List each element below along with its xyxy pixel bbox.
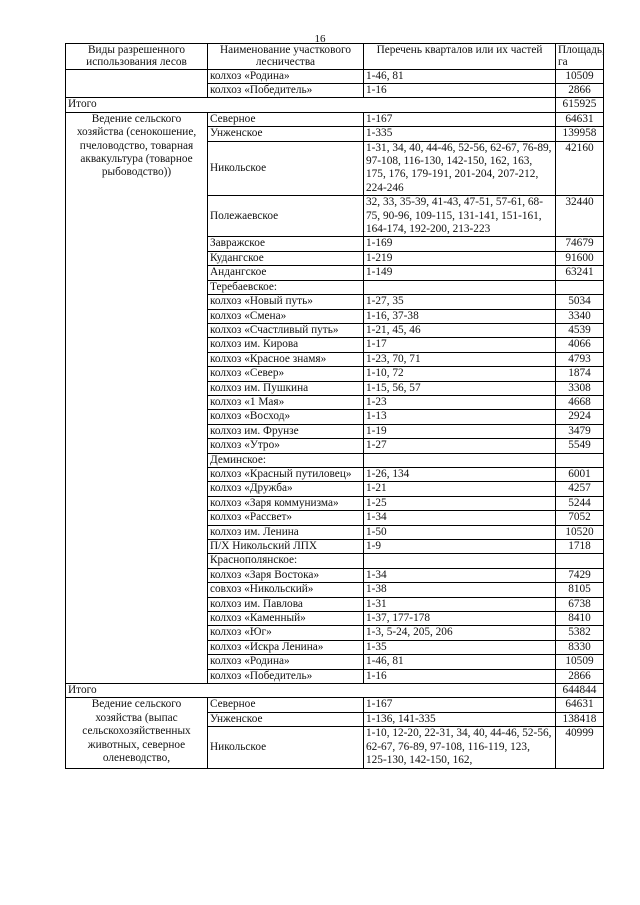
forestry-name: колхоз «Красный путиловец» [208,467,364,481]
area-value: 5549 [556,439,604,453]
area-value: 1874 [556,367,604,381]
blocks-list: 1-10, 72 [364,367,556,381]
forestry-name: колхоз «Счастливый путь» [208,323,364,337]
forestry-name: колхоз им. Ленина [208,525,364,539]
forestry-name: колхоз «Юг» [208,626,364,640]
blocks-list: 1-26, 134 [364,467,556,481]
blocks-list: 32, 33, 35-39, 41-43, 47-51, 57-61, 68-75, 90-96, 109-115, 131-141, 151-161, 164-174, 192-200, 213-223 [364,196,556,237]
blocks-list: 1-21, 45, 46 [364,323,556,337]
area-value: 4793 [556,352,604,366]
area-value: 7052 [556,511,604,525]
blocks-list: 1-167 [364,112,556,126]
area-value: 138418 [556,712,604,726]
area-value: 6738 [556,597,604,611]
forestry-name: колхоз «Красное знамя» [208,352,364,366]
area-value: 2866 [556,84,604,98]
blocks-list: 1-16 [364,669,556,683]
blocks-list: 1-3, 5-24, 205, 206 [364,626,556,640]
area-value: 2924 [556,410,604,424]
page-number: 16 [314,33,326,45]
empty-cell [364,453,556,467]
table-row [66,69,604,83]
blocks-list: 1-169 [364,237,556,251]
blocks-list: 1-34 [364,511,556,525]
area-value: 64631 [556,698,604,712]
blocks-list: 1-21 [364,482,556,496]
blocks-list: 1-46, 81 [364,655,556,669]
forestry-name: колхоз им. Пушкина [208,381,364,395]
blocks-list: 1-15, 56, 57 [364,381,556,395]
header-use-type: Виды разрешенного использования лесов [66,44,208,70]
area-value: 4668 [556,395,604,409]
blocks-list: 1-23 [364,395,556,409]
blocks-list: 1-136, 141-335 [364,712,556,726]
area-value: 5244 [556,496,604,510]
area-value: 42160 [556,141,604,196]
use-type-empty [66,69,208,98]
total-area: 644844 [556,684,604,698]
forestry-name: колхоз «Дружба» [208,482,364,496]
area-value: 3340 [556,309,604,323]
area-value: 10520 [556,525,604,539]
blocks-list: 1-19 [364,424,556,438]
empty-cell [556,280,604,294]
header-forestry-name: Наименование участкового лесничества [208,44,364,70]
forest-use-table [65,43,604,769]
forestry-name: колхоз «Родина» [208,655,364,669]
blocks-list: 1-31, 34, 40, 44-46, 52-56, 62-67, 76-89, 97-108, 116-130, 142-150, 162, 163, 175, 176, 179-191, 201-204, 207-212, 224-246 [364,141,556,196]
total-label: Итого [66,684,556,698]
blocks-list: 1-27, 35 [364,295,556,309]
forestry-name: Северное [208,112,364,126]
area-value: 1718 [556,540,604,554]
blocks-list: 1-27 [364,439,556,453]
forestry-name: колхоз «Победитель» [208,84,364,98]
empty-cell [364,280,556,294]
forestry-name: колхоз «Заря коммунизма» [208,496,364,510]
header-blocks: Перечень кварталов или их частей [364,44,556,70]
total-row [66,684,604,698]
forestry-name: П/Х Никольский ЛПХ [208,540,364,554]
blocks-list: 1-167 [364,698,556,712]
subsection-heading: Краснополянское: [208,554,364,568]
forestry-name: совхоз «Никольский» [208,583,364,597]
forestry-name: колхоз «1 Мая» [208,395,364,409]
area-value: 5382 [556,626,604,640]
blocks-list: 1-31 [364,597,556,611]
forestry-name: Унженское [208,712,364,726]
use-type-cell: Ведение сельского хозяйства (выпас сельскохозяйственных животных, северное оленеводство, [66,698,208,768]
table-header-row [66,44,604,70]
blocks-list: 1-34 [364,568,556,582]
forestry-name: колхоз «Новый путь» [208,295,364,309]
blocks-list: 1-13 [364,410,556,424]
blocks-list: 1-219 [364,251,556,265]
empty-cell [556,554,604,568]
header-area: Площадь, га [556,44,604,70]
forestry-name: Унженское [208,127,364,141]
area-value: 6001 [556,467,604,481]
area-value: 10509 [556,69,604,83]
area-value: 4539 [556,323,604,337]
empty-cell [364,554,556,568]
area-value: 5034 [556,295,604,309]
forestry-name: Кудангское [208,251,364,265]
total-label: Итого [66,98,556,112]
forestry-name: Полежаевское [208,196,364,237]
blocks-list: 1-149 [364,266,556,280]
area-value: 10509 [556,655,604,669]
forestry-name: колхоз «Смена» [208,309,364,323]
forestry-name: Никольское [208,727,364,768]
blocks-list: 1-50 [364,525,556,539]
forestry-name: колхоз «Победитель» [208,669,364,683]
area-value: 8410 [556,612,604,626]
blocks-list: 1-10, 12-20, 22-31, 34, 40, 44-46, 52-56, 62-67, 76-89, 97-108, 116-119, 123, 125-130, 142-150, 162, [364,727,556,768]
table-row [66,698,604,712]
forestry-name: колхоз им. Кирова [208,338,364,352]
use-type-cell: Ведение сельского хозяйства (сенокошение, пчеловодство, товарная аквакультура (товарное рыбоводство)) [66,112,208,683]
forestry-name: колхоз им. Павлова [208,597,364,611]
table-row [66,112,604,126]
forestry-name: колхоз «Заря Востока» [208,568,364,582]
area-value: 40999 [556,727,604,768]
area-value: 8330 [556,640,604,654]
total-area: 615925 [556,98,604,112]
area-value: 2866 [556,669,604,683]
blocks-list: 1-38 [364,583,556,597]
area-value: 74679 [556,237,604,251]
forestry-name: колхоз «Север» [208,367,364,381]
blocks-list: 1-16 [364,84,556,98]
area-value: 32440 [556,196,604,237]
blocks-list: 1-9 [364,540,556,554]
area-value: 3308 [556,381,604,395]
area-value: 63241 [556,266,604,280]
blocks-list: 1-17 [364,338,556,352]
forestry-name: Северное [208,698,364,712]
subsection-heading: Деминское: [208,453,364,467]
blocks-list: 1-16, 37-38 [364,309,556,323]
blocks-list: 1-35 [364,640,556,654]
area-value: 64631 [556,112,604,126]
forestry-name: Завражское [208,237,364,251]
area-value: 4257 [556,482,604,496]
area-value: 3479 [556,424,604,438]
area-value: 7429 [556,568,604,582]
empty-cell [556,453,604,467]
forestry-name: колхоз «Искра Ленина» [208,640,364,654]
forestry-name: колхоз «Рассвет» [208,511,364,525]
blocks-list: 1-335 [364,127,556,141]
forestry-name: Андангское [208,266,364,280]
forestry-name: колхоз им. Фрунзе [208,424,364,438]
forestry-name: колхоз «Каменный» [208,612,364,626]
subsection-heading: Теребаевское: [208,280,364,294]
area-value: 4066 [556,338,604,352]
blocks-list: 1-37, 177-178 [364,612,556,626]
area-value: 139958 [556,127,604,141]
area-value: 8105 [556,583,604,597]
forestry-name: колхоз «Восход» [208,410,364,424]
forestry-name: колхоз «Утро» [208,439,364,453]
blocks-list: 1-23, 70, 71 [364,352,556,366]
forestry-name: Никольское [208,141,364,196]
total-row [66,98,604,112]
area-value: 91600 [556,251,604,265]
blocks-list: 1-46, 81 [364,69,556,83]
blocks-list: 1-25 [364,496,556,510]
forestry-name: колхоз «Родина» [208,69,364,83]
